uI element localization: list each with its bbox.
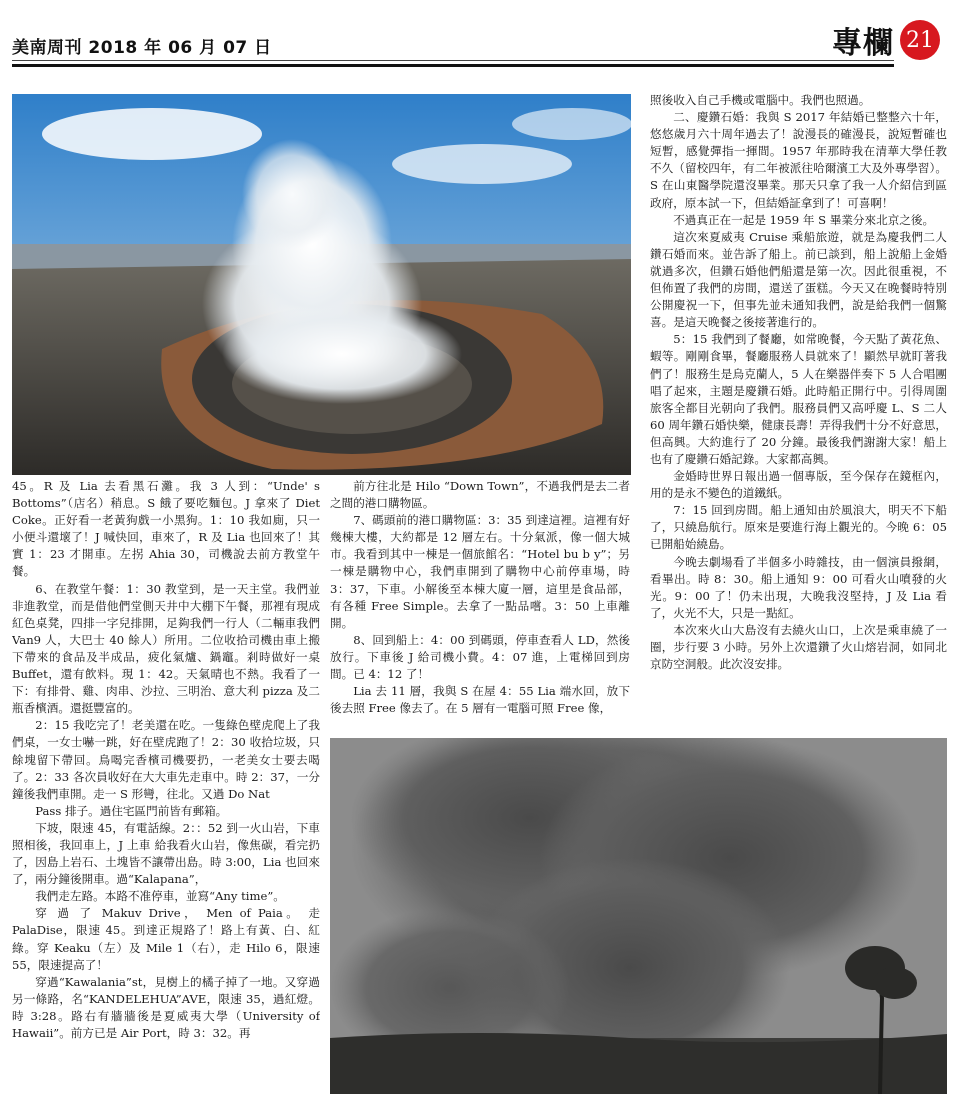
paragraph: 穿 過 了 Makuv Drive， Men of Paia。 走 PalaDise，限速 45。到達正規路了！路上有黃、白、紅綠。穿 Keaku（左）及 Mile 1（右），走 Hilo 6，限速 55，限速提高了！ [12,906,320,972]
paragraph: Lia 去 11 層，我與 S 在屋 4：55 Lia 端水回，放下後去照 Free 像去了。在 5 層有一電腦可照 Free 像， [330,684,630,716]
paragraph: 6、在教堂午餐：1：30 教堂到，是一天主堂。我們並非進教堂，而是借他們堂側天井中大棚下午餐，那裡有現成紅色桌凳，四排一字兒排開，足夠我們一行人（二輛車我們 Van9 人，大巴士 40 餘人）所用。二位收拾司機由車上搬下帶來的食品及半成品，疲化氣爐、鍋竈。剎時做好一桌 Buffet，還有飲料。現 1：42。天氣晴也不熱。我看了一下：有排骨、雞、肉串、沙拉、三明治、意大利 pizza 及二瓶香檳酒。還挺豐富的。 [12,581,320,716]
paragraph: 穿過“Kawalania”st，見樹上的橘子掉了一地。又穿過另一條路，名“KANDELEHUA”AVE，限速 35，過紅燈。 時 3:28。路右有牆牆後是夏威夷大學（University of Hawaii”。前方已是 Air Port，時 3：32。再 [12,974,320,1040]
paragraph: 照後收入自己手機或電腦中。我們也照過。 [650,93,871,107]
paragraph: 7、碼頭前的港口購物區：3：35 到達這裡。這裡有好幾棟大樓，大約都是 12 層左右。十分氣派，像一個大城市。我看到其中一棟是一個旅館名：“Hotel bu b y”；另一棟是購物中心，我們車開到了購物中心前停車場，時 3：37，下車。小解後至本棟大廈一層，這里是食品部，有各種 Free Simple。去拿了一點品嚐。3：50 上車離開。 [330,513,630,630]
paragraph: 下坡，限速 45，有電話線。2：：52 到一火山岩，下車照相後，我回車上，J 上車 給我看火山岩，像焦碳，看完扔了，因島上岩石、土塊皆不讓帶出島。時 3:00，Lia 也回來了，兩分鐘後開車。過“Kalapana”， [12,820,320,887]
paragraph: 不過真正在一起是 1959 年 S 畢業分來北京之後。 [673,212,935,227]
article-column-3 [650,92,947,728]
volcanic-ash-plume-photo [330,738,947,1094]
header-rule-thin [12,60,894,61]
paragraph: 8、回到船上：4：00 到碼頭，停車查看人 LD，然後放行。下車後 J 給司機小費。4：07 進，上電梯回到房間。已 4：12 了！ [330,632,630,682]
paragraph: 金婚時世界日報出過一個專版，至今保存在鏡框內，用的是永不變色的道鐵紙。 [650,469,947,501]
page-number-badge: 21 [900,20,940,60]
paragraph: 2：15 我吃完了！老美還在吃。一隻綠色壁虎爬上了我們桌，一女士嚇一跳，好在壁虎跑了！2：30 收拾垃圾，只餘塊留下帶回。鳥喝完香檳司機要扔，一老美女士要去喝了。2：33 各次員收好在大大車先走車中。時 2：37，一分鐘後我們車開。走一 S 形彎，往北。又過 Do Nat [12,718,320,801]
paragraph: 45。R 及 Lia 去看黑石灘。我 3 人到：“Unde' s Bottoms”（店名）稍息。S 餓了要吃麵包。J 拿來了 Diet Coke。正好看一老黃狗戲一小黑狗。1：10 我如廁，只一小便斗還壞了！J 喊快回，車來了，R 及 Lia 也回來了！其實 1：23 才開車。左拐 Ahia 30，司機說去前方教堂午餐。 [12,479,320,579]
section-title: 專欄 [832,26,894,61]
paragraph: 我們走左路。本路不准停車，並寫“Any time”。 [35,889,285,904]
article-column-1 [12,478,320,1096]
paragraph: 今晚去劇場看了半個多小時雜技，由一個演員撥網，看畢出。時 8：30。船上通知 9：00 可看火山噴發的火光。9：00 了！仍未出現，大晚我沒堅持，J 及 Lia 看了，火光不大，只是一點紅。 [650,554,947,620]
paragraph: 二、慶鑽石婚：我與 S 2017 年結婚已整整六十年，悠悠歲月六十周年過去了！說漫長的確漫長，說短暫確也短暫，感覺彈指一揮間。1957 年那時我在清華大學任教不久（留校四年，有二年被派往哈爾濱工大及外專學習）。S 在山東醫學院還沒畢業。那天只拿了我一人介紹信到區政府，原本試一下，但結婚証拿到了！可喜啊！ [650,110,947,210]
paragraph: 7：15 回到房間。船上通知由於風浪大，明天不下船了，只繞島航行。原來是要進行海上觀光的。今晚 6：05 已開船始繞島。 [650,503,947,552]
paragraph: 這次來夏威夷 Cruise 乘船旅遊，就是為慶我們二人鑽石婚而來。並告訴了船上。前已談到，船上說船上金婚就過多次，但鑽石婚他們船還是第一次。因此很重視，不但佈置了我們的房間，還送了蛋糕。今天又在晚餐時特別公開慶祝一下，但事先並未通知我們，說是給我們一個驚喜。是這天晚餐之後接著進行的。 [650,229,947,330]
paragraph: Pass 排子。過住宅區門前皆有郵箱。 [35,803,228,818]
paragraph: 前方往北是 Hilo “Down Town”，不過我們是去二者之間的港口購物區。 [330,479,630,511]
article-column-2 [330,478,630,734]
masthead-date: 美南周刊 2018 年 06 月 07 日 [12,38,272,58]
volcano-crater-steam-photo [12,94,631,475]
section-header [832,18,940,62]
paragraph: 本次來火山大島沒有去繞火山口，上次是乘車繞了一圈，步行要 3 小時。另外上次還鑽了火山熔岩洞，如同北京防空洞般。此次沒安排。 [650,622,947,672]
paragraph: 5：15 我們到了餐廳，如常晚餐，今天點了黃花魚、蝦等。剛剛食畢，餐廳服務人員就來了！顯然早就盯著我們了！服務生是烏克蘭人，5 人在樂器伴奏下 5 人合唱團唱了起來，主題是慶鑽石婚。此時船正開行中。引得周圍旅客全都目光朝向了我們。服務員們又高呼慶 L、S 二人 60 周年鑽石婚快樂，健康長壽！弄得我們十分不好意思，但高興。大約進行了 20 分鐘。最後我們謝謝大家！船上也有了慶鑽石婚記錄。大家都高興。 [650,332,947,466]
header-rule-thick [12,64,894,67]
